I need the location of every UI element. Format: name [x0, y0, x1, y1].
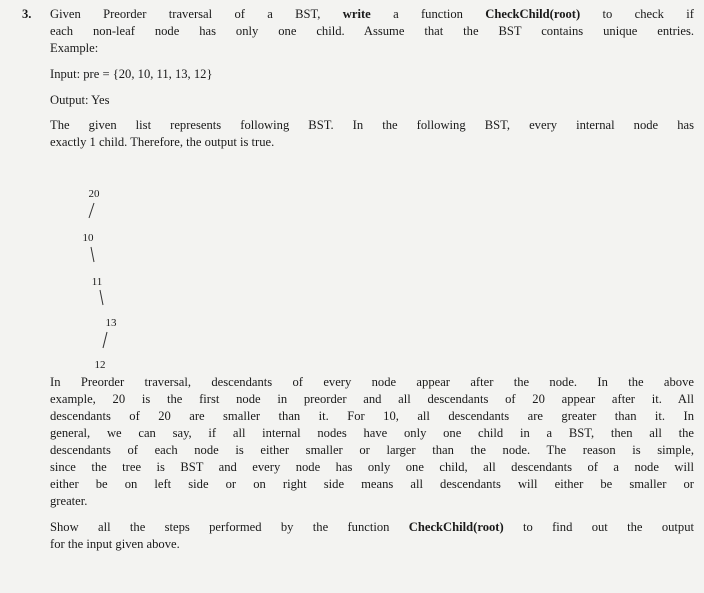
paragraph-line-3: descendants of 20 are smaller than it. For 10, all descendants are greater than it. In — [50, 409, 694, 423]
question-line-2: each non-leaf node has only one child. Assume that the BST contains unique entries. — [50, 24, 694, 38]
function-name: CheckChild(root) — [485, 7, 581, 21]
example-label: Example: — [50, 41, 99, 55]
paragraph-line-4: general, we can say, if all internal nodes have only one child in a BST, then all the — [50, 426, 694, 440]
paragraph-line-5: descendants of each node is either smaller or larger than the node. The reason is simple, — [50, 443, 694, 457]
tree-node-13: 13 — [105, 317, 117, 329]
paragraph-line-6: since the tree is BST and every node has only one child, all descendants of a node will — [50, 460, 694, 474]
explanation-line-1: The given list represents following BST. In the following BST, every internal node has — [50, 118, 694, 132]
task-line-1: Show all the steps performed by the function CheckChild(root) to find out the output — [50, 520, 694, 534]
edge-13-12 — [103, 332, 107, 348]
edge-20-10 — [89, 203, 94, 218]
edge-10-11 — [91, 247, 94, 262]
example-output: Output: Yes — [50, 93, 110, 107]
question-line-1: Given Preorder traversal of a BST, write a function CheckChild(root) to check if — [50, 7, 694, 21]
task-function-name: CheckChild(root) — [408, 520, 504, 534]
tree-node-11: 11 — [91, 276, 103, 288]
write-keyword: write — [342, 7, 371, 21]
task-line-2: for the input given above. — [50, 537, 180, 551]
tree-node-10: 10 — [82, 232, 94, 244]
explanation-line-2: exactly 1 child. Therefore, the output is true. — [50, 135, 275, 149]
tree-node-12: 12 — [94, 359, 106, 371]
edge-11-13 — [100, 290, 103, 305]
example-input: Input: pre = {20, 10, 11, 13, 12} — [50, 67, 213, 81]
paragraph-line-2: example, 20 is the first node in preorder and all descendants of 20 appear after it. All — [50, 392, 694, 406]
tree-node-20: 20 — [88, 188, 100, 200]
question-number: 3. — [22, 7, 32, 21]
paragraph-line-7: either be on left side or on right side means all descendants will either be smaller or — [50, 477, 694, 491]
paragraph-line-8: greater. — [50, 494, 88, 508]
paragraph-line-1: In Preorder traversal, descendants of every node appear after the node. In the above — [50, 375, 694, 389]
